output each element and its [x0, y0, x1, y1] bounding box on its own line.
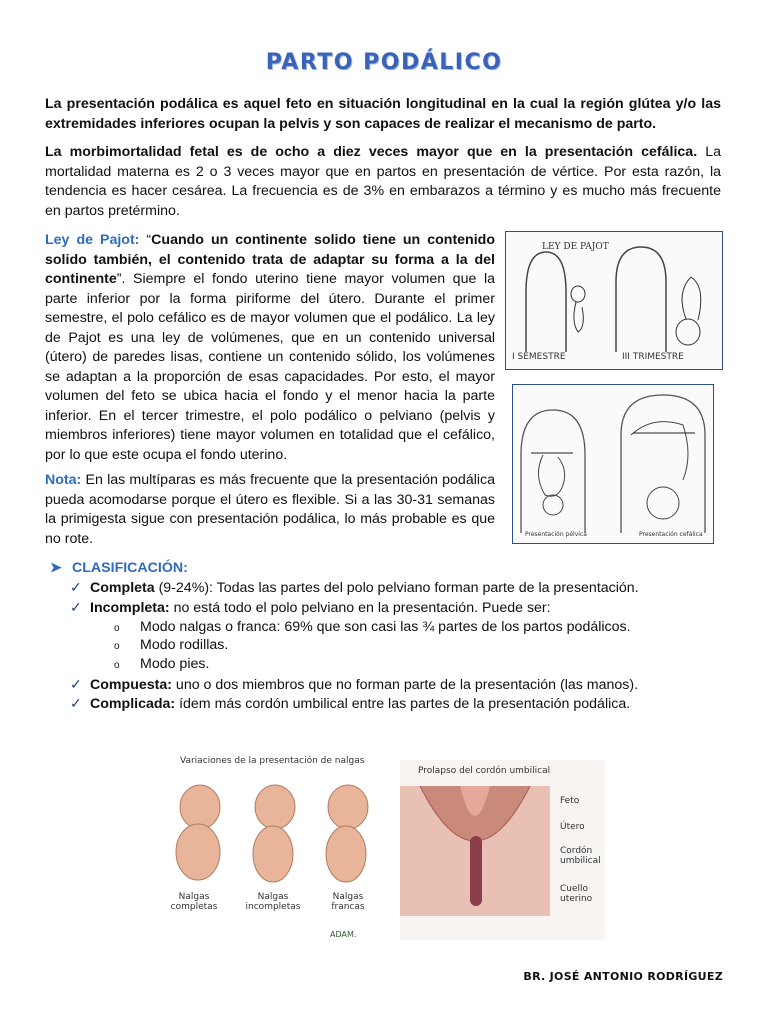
nota-label: Nota: — [45, 472, 82, 488]
label-cordon: Cordón umbilical — [560, 846, 601, 866]
cord-prolapse-title: Prolapso del cordón umbilical — [418, 766, 551, 776]
subitem-nalgas — [114, 619, 631, 635]
breech-variations-drawing — [150, 772, 395, 892]
breech-label-incompletas: Nalgas incompletas — [245, 892, 301, 912]
breech-label-francas: Nalgas francas — [331, 892, 365, 912]
presentations-drawing — [513, 385, 713, 543]
pajot-paragraph — [45, 231, 495, 465]
breech-variations-figure — [150, 752, 395, 942]
adam-logo: ADAM. — [330, 930, 357, 939]
label-feto: Feto — [560, 796, 580, 806]
intro-paragraph: La presentación podálica es aquel feto en situación longitudinal en la cual la región glútea y/o las extremidades inferiores ocupan la pelvis y son capaces de realizar el mecanismo de parto. — [45, 96, 721, 132]
presentations-label-left: Presentación pélvica — [525, 531, 587, 538]
label-utero: Útero — [560, 822, 585, 832]
subitem-text: Modo nalgas o franca: 69% que son casi las ¾ partes de los partos podálicos. — [140, 619, 631, 635]
pajot-text: Siempre el fondo uterino tiene mayor volumen que la parte inferior por la forma piriforme del útero. Durante el primer semestre, el polo cefálico es de mayor volumen que el podálico. La ley de Pajot es una ley de volúmenes, que en un contenido universal (útero) de paredes lisas, contiene un contenido sólido, los volúmenes se adaptan a la proporción de esas capacidades. Por esto, el mayor volumen del feto se ubica hacia el fondo y el menor hacia la parte inferior. En el tercer trimestre, el polo podálico o pelviano (pelvis y miembros inferiores) tiene mayor volumen en totalidad que el cefálico, por lo que este ocupa el fondo uterino. — [45, 271, 495, 463]
quote-close: ”. — [116, 271, 126, 287]
subitem-text: Modo rodillas. — [140, 637, 229, 653]
item-text: ídem más cordón umbilical entre las partes de la presentación podálica. — [175, 696, 631, 712]
cord-prolapse-figure — [400, 760, 605, 940]
circle-bullet-icon: o — [114, 641, 120, 652]
item-text: uno o dos miembros que no forman parte de la presentación (las manos). — [171, 677, 639, 693]
pajot-sketch-label-left: I SEMESTRE — [512, 352, 566, 362]
subitem-pies — [114, 656, 209, 672]
quote-open: “ — [139, 232, 152, 248]
classification-heading — [50, 560, 188, 576]
subitem-text: Modo pies. — [140, 656, 210, 672]
item-bold: Completa — [90, 580, 155, 596]
classification-heading-text: CLASIFICACIÓN: — [72, 560, 188, 576]
list-item-completa — [70, 579, 639, 598]
checkmark-icon: ✓ — [70, 677, 82, 693]
circle-bullet-icon: o — [114, 660, 120, 671]
list-item-compuesta — [70, 676, 638, 695]
item-bold: Incompleta: — [90, 600, 170, 616]
circle-bullet-icon: o — [114, 623, 120, 634]
item-text: no está todo el polo pelviano en la presentación. Puede ser: — [169, 600, 551, 616]
morbidity-bold: La morbimortalidad fetal es de ocho a diez veces mayor que en la presentación cefálica. — [45, 144, 698, 160]
nota-paragraph — [45, 471, 495, 549]
pajot-label: Ley de Pajot: — [45, 232, 140, 248]
checkmark-icon: ✓ — [70, 580, 82, 596]
author-footer: BR. JOSÉ ANTONIO RODRÍGUEZ — [523, 970, 723, 983]
page-title: PARTO PODÁLICO — [265, 50, 503, 75]
pajot-sketch-drawing — [506, 232, 722, 369]
pajot-quote: Cuando un continente solido tiene un contenido solido también, el contenido trata de adaptar su forma a la del continente — [45, 232, 495, 287]
checkmark-icon: ✓ — [70, 600, 82, 616]
pajot-sketch-label-right: III TRIMESTRE — [622, 352, 684, 362]
subitem-rodillas — [114, 637, 228, 653]
pajot-sketch-figure — [505, 231, 723, 370]
morbidity-paragraph — [45, 143, 721, 221]
chevron-right-icon: ➤ — [50, 560, 62, 576]
item-bold: Compuesta: — [90, 677, 172, 693]
presentations-figure — [512, 384, 714, 544]
item-bold: Complicada: — [90, 696, 176, 712]
item-text: (9-24%): Todas las partes del polo pelviano forman parte de la presentación. — [154, 580, 639, 596]
breech-label-completas: Nalgas completas — [170, 892, 218, 912]
cord-prolapse-drawing — [400, 786, 550, 916]
list-item-complicada — [70, 695, 630, 714]
pajot-sketch-heading: LEY DE PAJOT — [542, 242, 609, 252]
checkmark-icon: ✓ — [70, 696, 82, 712]
breech-variations-title: Variaciones de la presentación de nalgas — [180, 756, 365, 766]
label-cuello: Cuello uterino — [560, 884, 593, 904]
presentations-label-right: Presentación cefálica — [639, 531, 703, 538]
nota-text: En las multíparas es más frecuente que la presentación podálica pueda acomodarse porque el útero es flexible. Si a las 30-31 semanas la primigesta sigue con presentación podálica, lo más probable es que no rote. — [45, 472, 495, 547]
list-item-incompleta — [70, 599, 551, 618]
morbidity-text: La mortalidad materna es 2 o 3 veces mayor que en partos en presentación de vértice. Por esta razón, la tendencia es hacer cesárea. La frecuencia es de 3% en embarazos a término y es mucho más frecuente en partos pretérmino. — [45, 144, 721, 219]
